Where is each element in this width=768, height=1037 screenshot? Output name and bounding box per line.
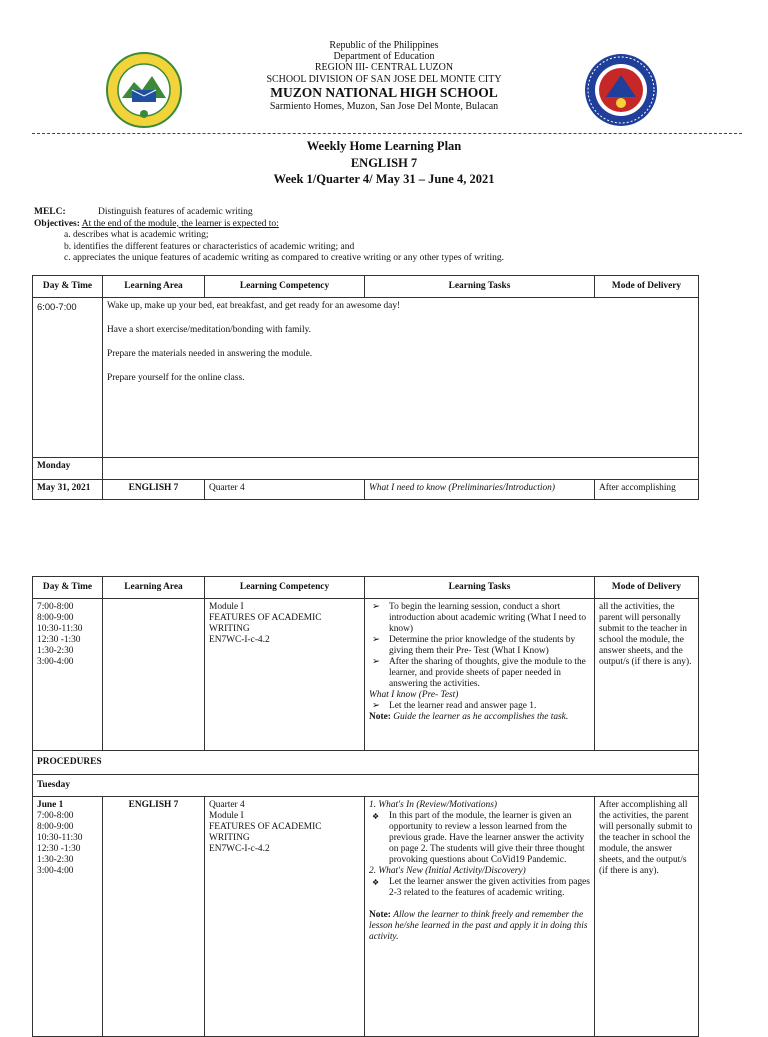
time-slot: 10:30-11:30 (37, 624, 83, 634)
table-row (33, 298, 699, 458)
area-cell (103, 599, 205, 751)
time-slot: 1:30-2:30 (37, 855, 74, 865)
week-title: Week 1/Quarter 4/ May 31 – June 4, 2021 (273, 172, 495, 186)
morning-routine-cell (103, 298, 699, 458)
table-row (33, 797, 699, 1037)
mode-cell: After accomplishing (595, 480, 699, 500)
section-label: 2. What's New (Initial Activity/Discovery) (369, 866, 526, 876)
subject-title: ENGLISH 7 (350, 155, 418, 170)
school-address: Sarmiento Homes, Muzon, San Jose Del Monte, Bulacan (269, 100, 499, 112)
header-mode-of-delivery: Mode of Delivery (595, 276, 699, 298)
task-item: ❖ Let the learner answer the given activities from pages 2-3 related to the features of academic writing. (369, 877, 590, 899)
header-learning-area: Learning Area (103, 577, 205, 599)
header-learning-competency: Learning Competency (205, 577, 365, 599)
routine-item: Wake up, make up your bed, eat breakfast, and get ready for an awesome day! (107, 301, 401, 311)
day-cell: Tuesday (33, 775, 699, 797)
task-cell (365, 797, 595, 1037)
melc-text: Distinguish features of academic writing (98, 207, 253, 217)
document-titles (0, 138, 768, 188)
mode-cell: all the activities, the parent will personally submit to the teacher in school the module, the answer sheets, and the output/s (if there is any). (595, 599, 699, 751)
pretest-label: What I know (Pre- Test) (369, 690, 459, 700)
area-cell: ENGLISH 7 (103, 797, 205, 1037)
table-header-row (33, 577, 699, 599)
time-slot: 3:00-4:00 (37, 657, 74, 667)
section-label: 1. What's In (Review/Motivations) (369, 800, 498, 810)
competency-line: FEATURES OF ACADEMIC WRITING (209, 613, 322, 634)
procedures-cell: PROCEDURES (33, 751, 699, 775)
header-line: SCHOOL DIVISION OF SAN JOSE DEL MONTE CITY (266, 73, 502, 85)
competency-line: EN7WC-I-c-4.2 (209, 635, 270, 645)
header-learning-tasks: Learning Tasks (365, 577, 595, 599)
plan-table-2 (32, 576, 699, 1037)
objective-item: b. identifies the different features or characteristics of academic writing; and (64, 241, 355, 252)
date-cell: May 31, 2021 (33, 480, 103, 500)
competency-line: EN7WC-I-c-4.2 (209, 844, 270, 854)
note-label: Note: (369, 712, 391, 722)
time-slot: 12:30 -1:30 (37, 635, 81, 645)
melc-label: MELC: (34, 207, 66, 217)
task-item: ➢ To begin the learning session, conduct a short introduction about academic writing (What I need to know) (369, 602, 590, 635)
time-cell (33, 797, 103, 1037)
time-slot: 8:00-9:00 (37, 613, 74, 623)
header-day-time: Day & Time (33, 276, 103, 298)
time-slot: 3:00-4:00 (37, 866, 74, 876)
header-learning-competency: Learning Competency (205, 276, 365, 298)
table-row (33, 599, 699, 751)
objectives-label: Objectives: (34, 218, 80, 229)
competency-line: Module I (209, 602, 244, 612)
empty-cell (103, 458, 699, 480)
header-mode-of-delivery: Mode of Delivery (595, 577, 699, 599)
table-row (33, 751, 699, 775)
competency-line: FEATURES OF ACADEMIC WRITING (209, 822, 322, 843)
note-text: Allow the learner to think freely and remember the lesson he/she learned in the past and apply it in doing this activity. (369, 910, 588, 942)
time-slot: 1:30-2:30 (37, 646, 74, 656)
header-divider (32, 133, 742, 134)
time-slot: 7:00-8:00 (37, 811, 74, 821)
time-cell: 6:00-7:00 (33, 298, 103, 458)
header-line: Republic of the Philippines (329, 40, 439, 51)
task-item: ➢ Let the learner read and answer page 1. (369, 701, 590, 712)
time-slot: 8:00-9:00 (37, 822, 74, 832)
objectives-intro: At the end of the module, the learner is expected to: (81, 218, 279, 229)
document-title: Weekly Home Learning Plan (306, 139, 462, 153)
competency-cell: Quarter 4 (205, 480, 365, 500)
task-cell (365, 599, 595, 751)
note-label: Note: (369, 910, 391, 920)
routine-item: Prepare the materials needed in answering the module. (107, 349, 313, 359)
routine-item: Prepare yourself for the online class. (107, 373, 245, 383)
header-learning-area: Learning Area (103, 276, 205, 298)
header-day-time: Day & Time (33, 577, 103, 599)
header-line: Department of Education (333, 51, 435, 63)
school-name: MUZON NATIONAL HIGH SCHOOL (270, 84, 498, 100)
time-slot: 12:30 -1:30 (37, 844, 81, 854)
task-cell: What I need to know (Preliminaries/Introduction) (365, 480, 595, 500)
time-slot: 7:00-8:00 (37, 602, 74, 612)
melc-section (34, 207, 754, 265)
table-row (33, 480, 699, 500)
letterhead (0, 40, 768, 112)
day-cell: Monday (33, 458, 103, 480)
time-slot: 10:30-11:30 (37, 833, 83, 843)
mode-cell: After accomplishing all the activities, the parent will personally submit to the teacher in school the module, the answer sheets, and the output/s (if there is any). (595, 797, 699, 1037)
table-header-row (33, 276, 699, 298)
plan-table-1 (32, 275, 699, 500)
objective-item: c. appreciates the unique features of academic writing as compared to creative writing or any other types of writing. (64, 253, 504, 263)
competency-line: Quarter 4 (209, 800, 245, 810)
header-line: REGION III- CENTRAL LUZON (314, 62, 454, 74)
task-item: ➢ Determine the prior knowledge of the students by giving them their Pre- Test (What I Know) (369, 635, 590, 657)
competency-cell (205, 797, 365, 1037)
competency-line: Module I (209, 811, 244, 821)
table-row (33, 458, 699, 480)
date-label: June 1 (37, 800, 64, 810)
area-cell: ENGLISH 7 (103, 480, 205, 500)
task-item: ➢ After the sharing of thoughts, give the module to the learner, and provide sheets of paper needed in answering the activities. (369, 657, 590, 690)
objective-item: a. describes what is academic writing; (64, 230, 209, 240)
routine-item: Have a short exercise/meditation/bonding with family. (107, 325, 312, 335)
competency-cell (205, 599, 365, 751)
task-item: ❖ In this part of the module, the learner is given an opportunity to review a lesson learned from the previous grade. Have the learner answer the activity on page 2. The students will give their three thought provoking questions about CoVid19 Pandemic. (369, 811, 590, 866)
time-cell (33, 599, 103, 751)
note-text: Guide the learner as he accomplishes the task. (393, 712, 569, 722)
header-learning-tasks: Learning Tasks (365, 276, 595, 298)
table-row (33, 775, 699, 797)
